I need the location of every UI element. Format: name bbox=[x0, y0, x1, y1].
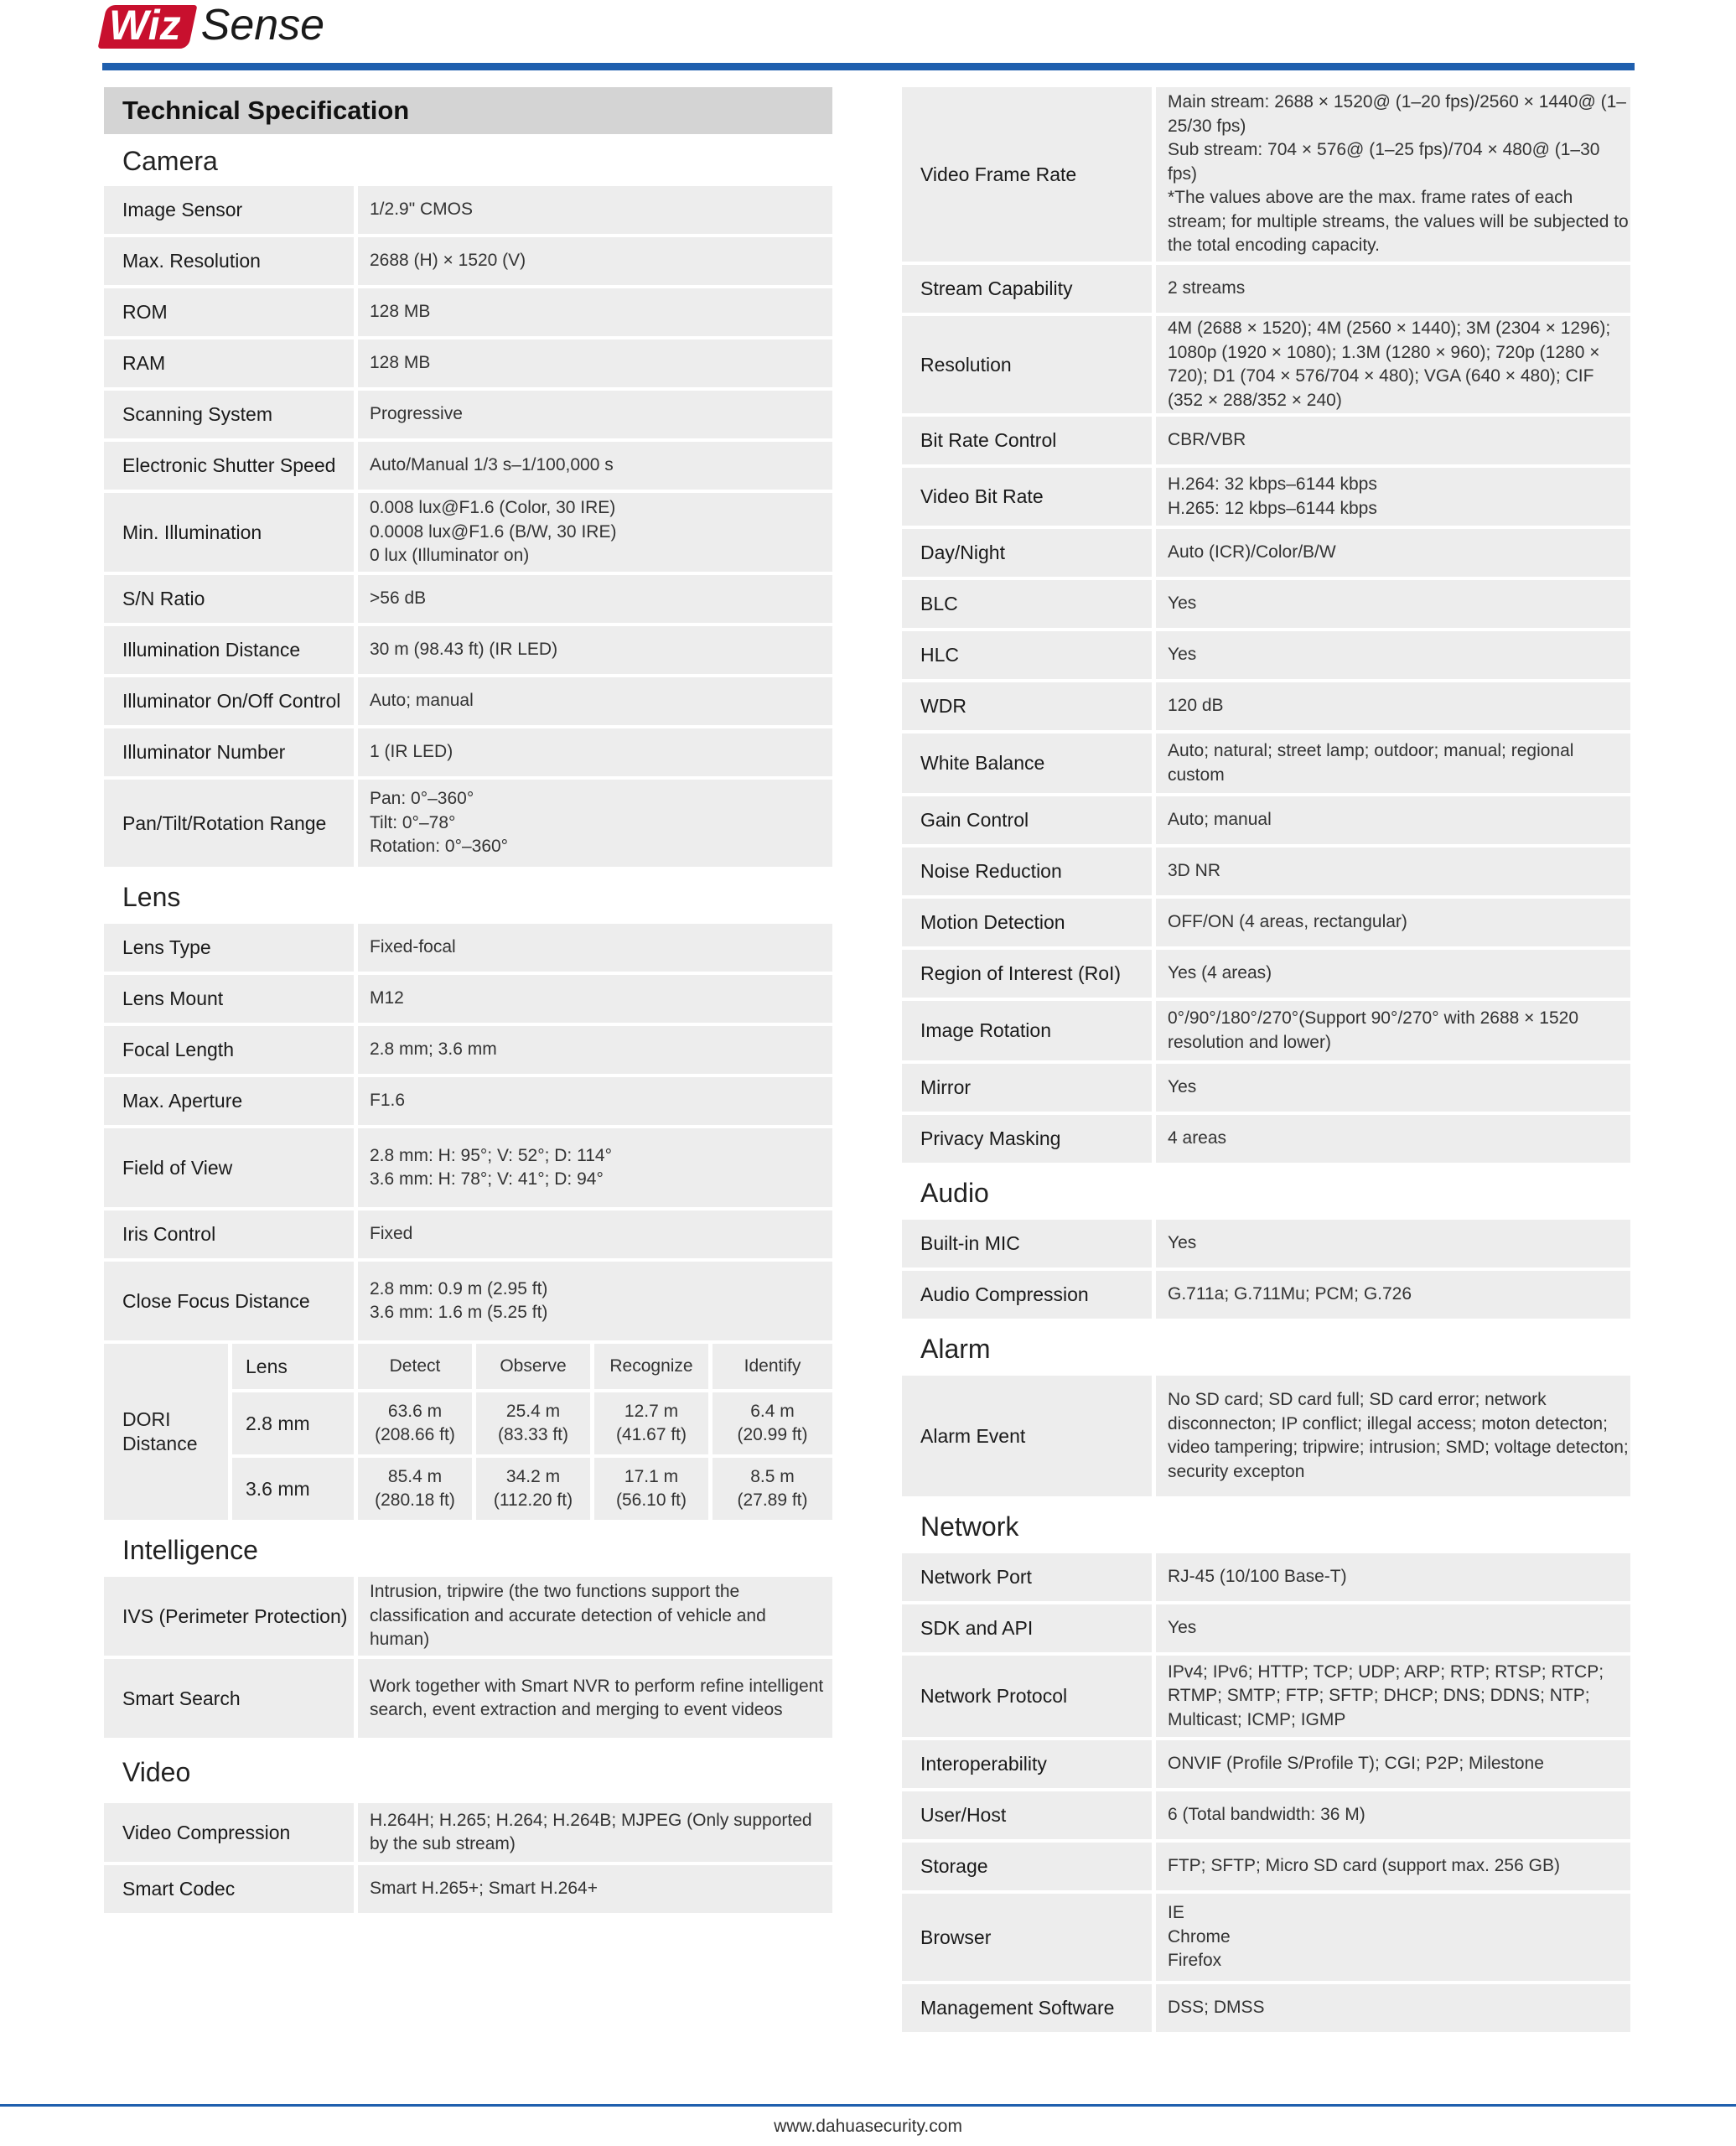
spec-value: IPv4; IPv6; HTTP; TCP; UDP; ARP; RTP; RTSP; RTCP; RTMP; SMTP; FTP; SFTP; DHCP; DNS; DDNS; NTP; Multicast; ICMP; IGMP bbox=[1156, 1656, 1630, 1737]
spec-label: IVS (Perimeter Protection) bbox=[104, 1577, 354, 1656]
spec-row bbox=[104, 493, 832, 572]
spec-label: WDR bbox=[902, 682, 1152, 730]
spec-label: Image Sensor bbox=[104, 186, 354, 234]
spec-label: Max. Aperture bbox=[104, 1077, 354, 1125]
spec-value: 120 dB bbox=[1156, 682, 1630, 730]
spec-label: Illuminator On/Off Control bbox=[104, 677, 354, 725]
spec-label: Min. Illumination bbox=[104, 493, 354, 572]
spec-label: Noise Reduction bbox=[902, 848, 1152, 895]
spec-value: Yes bbox=[1156, 631, 1630, 679]
spec-row bbox=[902, 950, 1630, 998]
spec-value: Auto (ICR)/Color/B/W bbox=[1156, 529, 1630, 577]
spec-value: H.264: 32 kbps–6144 kbps H.265: 12 kbps–6144 kbps bbox=[1156, 468, 1630, 526]
spec-label: Lens Type bbox=[104, 924, 354, 972]
spec-value: Fixed-focal bbox=[358, 924, 832, 972]
spec-row bbox=[902, 1376, 1630, 1496]
spec-label: Pan/Tilt/Rotation Range bbox=[104, 780, 354, 867]
left-column bbox=[104, 87, 832, 1916]
audio-table bbox=[902, 1220, 1630, 1319]
dori-lens-cell: 3.6 mm bbox=[232, 1458, 354, 1520]
spec-value: H.264H; H.265; H.264; H.264B; MJPEG (Only supported by the sub stream) bbox=[358, 1803, 832, 1862]
dori-header-cell: Identify bbox=[713, 1344, 832, 1389]
spec-value: Auto; natural; street lamp; outdoor; manual; regional custom bbox=[1156, 733, 1630, 793]
spec-value: 6 (Total bandwidth: 36 M) bbox=[1156, 1791, 1630, 1839]
spec-row bbox=[104, 575, 832, 623]
spec-value: F1.6 bbox=[358, 1077, 832, 1125]
dori-value-cell: 85.4 m (280.18 ft) bbox=[358, 1458, 472, 1520]
spec-row bbox=[104, 728, 832, 776]
spec-value: Yes bbox=[1156, 580, 1630, 628]
spec-row bbox=[104, 677, 832, 725]
logo-sense-text: Sense bbox=[200, 1, 325, 49]
section-network: Network bbox=[920, 1511, 1019, 1542]
spec-row bbox=[902, 316, 1630, 413]
dori-header-cell: Lens bbox=[232, 1344, 354, 1389]
spec-label: Field of View bbox=[104, 1128, 354, 1207]
spec-row bbox=[104, 1865, 832, 1913]
spec-value: CBR/VBR bbox=[1156, 417, 1630, 464]
alarm-table bbox=[902, 1376, 1630, 1496]
spec-row bbox=[902, 1791, 1630, 1839]
spec-row bbox=[902, 1740, 1630, 1788]
spec-row bbox=[104, 1026, 832, 1074]
spec-value: 1 (IR LED) bbox=[358, 728, 832, 776]
spec-label: Iris Control bbox=[104, 1210, 354, 1258]
spec-label: Resolution bbox=[902, 316, 1152, 413]
spec-row bbox=[104, 288, 832, 336]
spec-row bbox=[104, 1803, 832, 1862]
spec-row bbox=[902, 1220, 1630, 1267]
spec-row bbox=[902, 1656, 1630, 1737]
spec-label: Alarm Event bbox=[902, 1376, 1152, 1496]
spec-value: >56 dB bbox=[358, 575, 832, 623]
spec-label: Illumination Distance bbox=[104, 626, 354, 674]
spec-value: Fixed bbox=[358, 1210, 832, 1258]
dori-row bbox=[232, 1458, 832, 1520]
spec-label: Bit Rate Control bbox=[902, 417, 1152, 464]
dori-distance-table bbox=[104, 1344, 832, 1520]
spec-label: S/N Ratio bbox=[104, 575, 354, 623]
spec-label: Browser bbox=[902, 1894, 1152, 1981]
spec-row bbox=[104, 1128, 832, 1207]
dori-header-row bbox=[232, 1344, 832, 1389]
spec-row bbox=[902, 1894, 1630, 1981]
spec-value: Smart H.265+; Smart H.264+ bbox=[358, 1865, 832, 1913]
top-rule bbox=[102, 63, 1635, 70]
intelligence-table bbox=[104, 1577, 832, 1738]
spec-label: Storage bbox=[902, 1843, 1152, 1890]
spec-row bbox=[104, 626, 832, 674]
spec-row bbox=[902, 682, 1630, 730]
spec-row bbox=[104, 975, 832, 1023]
dori-row bbox=[232, 1392, 832, 1454]
spec-row bbox=[104, 1210, 832, 1258]
spec-row bbox=[902, 1115, 1630, 1163]
spec-label: RAM bbox=[104, 340, 354, 387]
spec-value: Pan: 0°–360° Tilt: 0°–78° Rotation: 0°–360° bbox=[358, 780, 832, 867]
spec-row bbox=[902, 1604, 1630, 1652]
spec-value: Auto/Manual 1/3 s–1/100,000 s bbox=[358, 442, 832, 490]
spec-row bbox=[902, 417, 1630, 464]
spec-row bbox=[104, 340, 832, 387]
spec-row bbox=[902, 1001, 1630, 1060]
spec-row bbox=[104, 237, 832, 285]
dori-value-cell: 17.1 m (56.10 ft) bbox=[594, 1458, 708, 1520]
spec-row bbox=[902, 1271, 1630, 1319]
section-alarm: Alarm bbox=[920, 1333, 991, 1364]
spec-value: 2.8 mm: 0.9 m (2.95 ft) 3.6 mm: 1.6 m (5.25 ft) bbox=[358, 1262, 832, 1340]
dori-value-cell: 25.4 m (83.33 ft) bbox=[476, 1392, 590, 1454]
spec-value: 1/2.9" CMOS bbox=[358, 186, 832, 234]
spec-row bbox=[902, 733, 1630, 793]
spec-label: ROM bbox=[104, 288, 354, 336]
spec-value: DSS; DMSS bbox=[1156, 1984, 1630, 2032]
spec-row bbox=[902, 529, 1630, 577]
spec-label: Region of Interest (RoI) bbox=[902, 950, 1152, 998]
dori-value-cell: 6.4 m (20.99 ft) bbox=[713, 1392, 832, 1454]
spec-value: No SD card; SD card full; SD card error; network disconnecton; IP conflict; illegal access; moton detecton; video tampering; tripwire; intrusion; SMD; voltage detecton; security excepton bbox=[1156, 1376, 1630, 1496]
dori-value-cell: 8.5 m (27.89 ft) bbox=[713, 1458, 832, 1520]
spec-label: Mirror bbox=[902, 1064, 1152, 1112]
spec-value: 2.8 mm; 3.6 mm bbox=[358, 1026, 832, 1074]
network-table bbox=[902, 1553, 1630, 2032]
spec-value: Yes bbox=[1156, 1604, 1630, 1652]
spec-row bbox=[104, 186, 832, 234]
spec-label: Video Compression bbox=[104, 1803, 354, 1862]
spec-label: Electronic Shutter Speed bbox=[104, 442, 354, 490]
video-table-left bbox=[104, 1803, 832, 1913]
page-title: Technical Specification bbox=[104, 87, 832, 134]
dori-value-cell: 63.6 m (208.66 ft) bbox=[358, 1392, 472, 1454]
spec-value: Auto; manual bbox=[1156, 796, 1630, 844]
dori-value-cell: 12.7 m (41.67 ft) bbox=[594, 1392, 708, 1454]
spec-value: FTP; SFTP; Micro SD card (support max. 256 GB) bbox=[1156, 1843, 1630, 1890]
spec-value: 128 MB bbox=[358, 288, 832, 336]
dori-label: DORI Distance bbox=[104, 1344, 228, 1520]
spec-value: Yes bbox=[1156, 1220, 1630, 1267]
spec-value: Auto; manual bbox=[358, 677, 832, 725]
spec-row bbox=[902, 796, 1630, 844]
dori-lens-cell: 2.8 mm bbox=[232, 1392, 354, 1454]
spec-label: BLC bbox=[902, 580, 1152, 628]
spec-row bbox=[902, 848, 1630, 895]
spec-label: SDK and API bbox=[902, 1604, 1152, 1652]
section-audio: Audio bbox=[920, 1177, 989, 1208]
spec-row bbox=[902, 631, 1630, 679]
dori-header-cell: Detect bbox=[358, 1344, 472, 1389]
spec-row bbox=[902, 1843, 1630, 1890]
spec-row bbox=[104, 1262, 832, 1340]
spec-label: HLC bbox=[902, 631, 1152, 679]
logo-wiz-text: Wiz bbox=[102, 2, 193, 49]
spec-row bbox=[902, 1064, 1630, 1112]
spec-row bbox=[902, 468, 1630, 526]
spec-row bbox=[902, 265, 1630, 313]
bottom-rule bbox=[0, 2104, 1736, 2107]
spec-value: 4M (2688 × 1520); 4M (2560 × 1440); 3M (2304 × 1296); 1080p (1920 × 1080); 1.3M (1280 × 960); 720p (1280 × 720); D1 (704 × 576/704 × 480); VGA (640 × 480); CIF (352 × 288/352 × 240) bbox=[1156, 316, 1630, 413]
spec-row bbox=[902, 899, 1630, 946]
spec-value: 2 streams bbox=[1156, 265, 1630, 313]
spec-value: Yes (4 areas) bbox=[1156, 950, 1630, 998]
spec-label: Management Software bbox=[902, 1984, 1152, 2032]
section-intelligence: Intelligence bbox=[122, 1534, 258, 1565]
spec-label: Image Rotation bbox=[902, 1001, 1152, 1060]
spec-value: 2688 (H) × 1520 (V) bbox=[358, 237, 832, 285]
spec-label: Motion Detection bbox=[902, 899, 1152, 946]
spec-value: M12 bbox=[358, 975, 832, 1023]
spec-row bbox=[104, 442, 832, 490]
spec-row bbox=[104, 924, 832, 972]
dori-header-cell: Recognize bbox=[594, 1344, 708, 1389]
spec-value: ONVIF (Profile S/Profile T); CGI; P2P; Milestone bbox=[1156, 1740, 1630, 1788]
spec-label: Max. Resolution bbox=[104, 237, 354, 285]
spec-label: Audio Compression bbox=[902, 1271, 1152, 1319]
spec-row bbox=[902, 87, 1630, 262]
dori-value-cell: 34.2 m (112.20 ft) bbox=[476, 1458, 590, 1520]
footer-url: www.dahuasecurity.com bbox=[774, 2117, 962, 2136]
spec-value: 3D NR bbox=[1156, 848, 1630, 895]
spec-label: Privacy Masking bbox=[902, 1115, 1152, 1163]
right-column bbox=[902, 87, 1630, 2035]
spec-value: Main stream: 2688 × 1520@ (1–20 fps)/2560 × 1440@ (1–25/30 fps) Sub stream: 704 × 576@ (1–25 fps)/704 × 480@ (1–30 fps) *The values above are the max. frame rates of each stream; for multiple streams, the values will be subjected to the total encoding capacity. bbox=[1156, 87, 1630, 262]
spec-value: 30 m (98.43 ft) (IR LED) bbox=[358, 626, 832, 674]
spec-label: White Balance bbox=[902, 733, 1152, 793]
spec-row bbox=[104, 780, 832, 867]
spec-label: Video Frame Rate bbox=[902, 87, 1152, 262]
video-table-right bbox=[902, 87, 1630, 1163]
spec-label: Smart Search bbox=[104, 1659, 354, 1738]
spec-label: Illuminator Number bbox=[104, 728, 354, 776]
spec-label: Lens Mount bbox=[104, 975, 354, 1023]
section-camera: Camera bbox=[122, 145, 218, 176]
spec-row bbox=[104, 391, 832, 438]
spec-label: Gain Control bbox=[902, 796, 1152, 844]
spec-value: G.711a; G.711Mu; PCM; G.726 bbox=[1156, 1271, 1630, 1319]
lens-table bbox=[104, 924, 832, 1340]
spec-row bbox=[104, 1077, 832, 1125]
spec-label: Focal Length bbox=[104, 1026, 354, 1074]
spec-row bbox=[902, 580, 1630, 628]
spec-row bbox=[902, 1984, 1630, 2032]
spec-row bbox=[902, 1553, 1630, 1601]
spec-label: Network Protocol bbox=[902, 1656, 1152, 1737]
spec-label: Video Bit Rate bbox=[902, 468, 1152, 526]
spec-value: 128 MB bbox=[358, 340, 832, 387]
spec-value: 2.8 mm: H: 95°; V: 52°; D: 114° 3.6 mm: H: 78°; V: 41°; D: 94° bbox=[358, 1128, 832, 1207]
spec-value: IE Chrome Firefox bbox=[1156, 1894, 1630, 1981]
spec-label: Interoperability bbox=[902, 1740, 1152, 1788]
spec-value: Yes bbox=[1156, 1064, 1630, 1112]
spec-label: Scanning System bbox=[104, 391, 354, 438]
wizsense-logo bbox=[102, 0, 324, 50]
spec-label: Built-in MIC bbox=[902, 1220, 1152, 1267]
spec-label: Close Focus Distance bbox=[104, 1262, 354, 1340]
dori-header-cell: Observe bbox=[476, 1344, 590, 1389]
spec-value: Work together with Smart NVR to perform refine intelligent search, event extraction and merging to event videos bbox=[358, 1659, 832, 1738]
spec-value: Intrusion, tripwire (the two functions support the classification and accurate detection of vehicle and human) bbox=[358, 1577, 832, 1656]
spec-value: 0.008 lux@F1.6 (Color, 30 IRE) 0.0008 lux@F1.6 (B/W, 30 IRE) 0 lux (Illuminator on) bbox=[358, 493, 832, 572]
spec-value: RJ-45 (10/100 Base-T) bbox=[1156, 1553, 1630, 1601]
camera-table bbox=[104, 186, 832, 867]
spec-value: 0°/90°/180°/270°(Support 90°/270° with 2688 × 1520 resolution and lower) bbox=[1156, 1001, 1630, 1060]
section-video: Video bbox=[122, 1756, 191, 1787]
section-lens: Lens bbox=[122, 881, 181, 912]
spec-value: OFF/ON (4 areas, rectangular) bbox=[1156, 899, 1630, 946]
spec-value: 4 areas bbox=[1156, 1115, 1630, 1163]
spec-value: Progressive bbox=[358, 391, 832, 438]
spec-label: Day/Night bbox=[902, 529, 1152, 577]
spec-row bbox=[104, 1577, 832, 1656]
spec-label: Network Port bbox=[902, 1553, 1152, 1601]
spec-label: Smart Codec bbox=[104, 1865, 354, 1913]
spec-row bbox=[104, 1659, 832, 1738]
spec-label: User/Host bbox=[902, 1791, 1152, 1839]
spec-label: Stream Capability bbox=[902, 265, 1152, 313]
